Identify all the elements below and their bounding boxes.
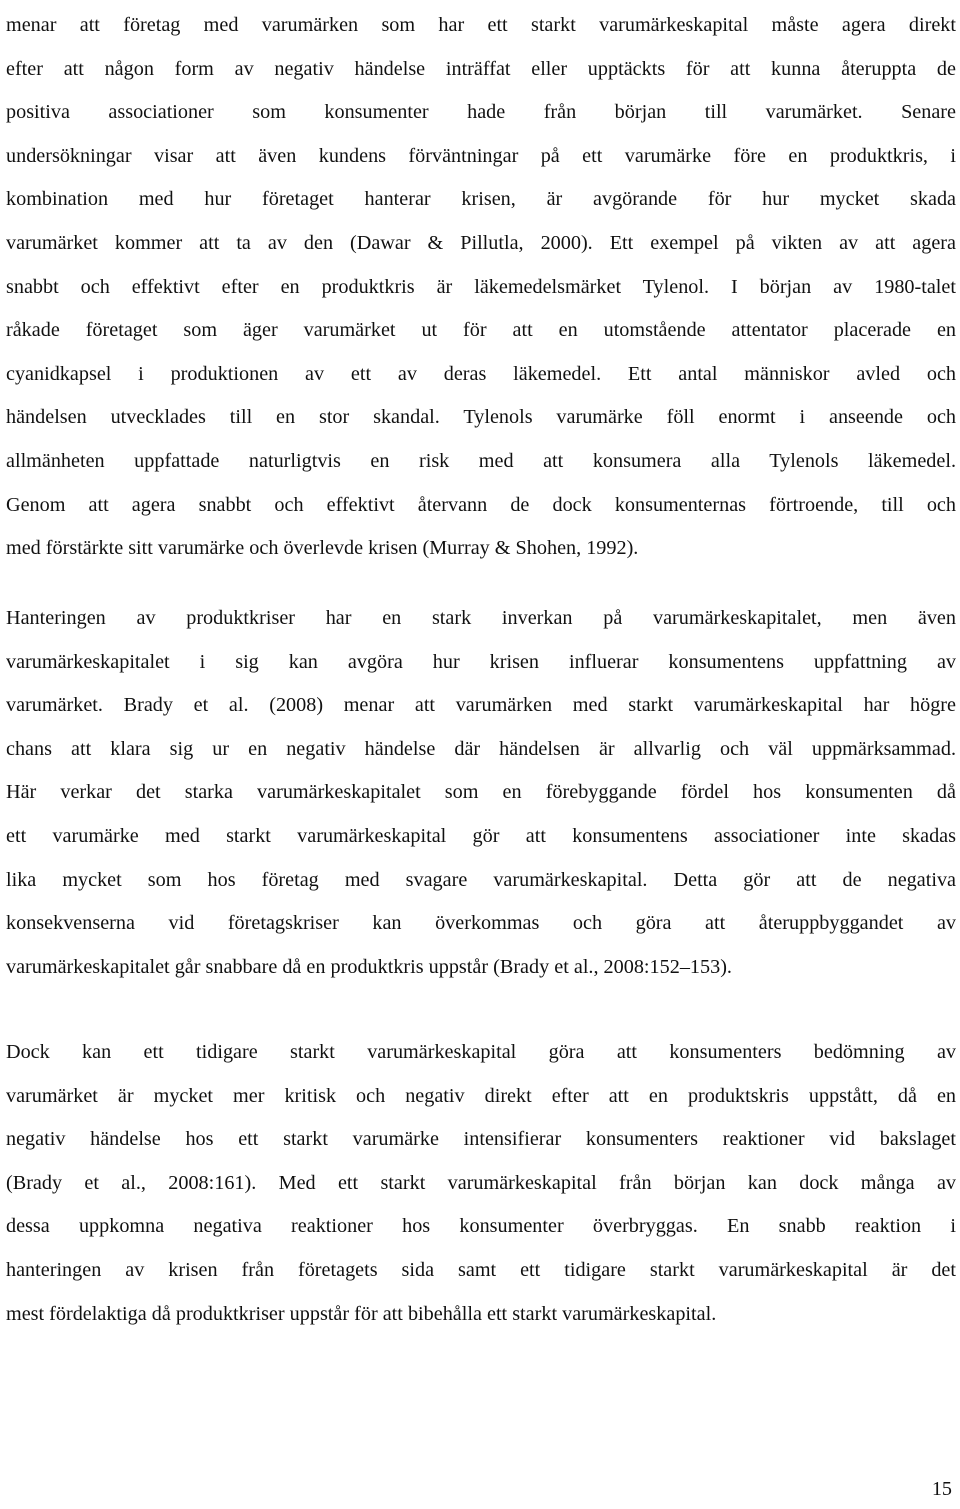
paragraph-line: negativ händelse hos ett starkt varumärke intensifierar konsumenters reaktioner vid bakslaget xyxy=(6,1128,956,1151)
paragraph-line: varumärket kommer att ta av den (Dawar & Pillutla, 2000). Ett exempel på vikten av att agera xyxy=(6,231,956,254)
paragraph-line: mest fördelaktiga då produktkriser uppstår för att bibehålla ett starkt varumärkeskapital. xyxy=(6,1302,717,1325)
paragraph-line: dessa uppkomna negativa reaktioner hos konsumenter överbryggas. En snabb reaktion i xyxy=(6,1215,956,1238)
paragraph-line: efter att någon form av negativ händelse inträffat eller upptäckts för att kunna återuppta de xyxy=(6,57,956,80)
paragraph-line: allmänheten uppfattade naturligtvis en risk med att konsumera alla Tylenols läkemedel. xyxy=(6,449,956,472)
paragraph-line: (Brady et al., 2008:161). Med ett starkt varumärkeskapital från början kan dock många av xyxy=(6,1171,956,1194)
paragraph-3 xyxy=(6,1031,956,1336)
paragraph-line: snabbt och effektivt efter en produktkris är läkemedelsmärket Tylenol. I början av 1980-talet xyxy=(6,275,956,298)
page-number: 15 xyxy=(931,1478,952,1500)
paragraph-line: med förstärkte sitt varumärke och överlevde krisen (Murray & Shohen, 1992). xyxy=(6,537,639,560)
paragraph-line: Här verkar det starka varumärkeskapitalet som en förebyggande fördel hos konsumenten då xyxy=(6,781,956,804)
paragraph-line: varumärket är mycket mer kritisk och negativ direkt efter att en produktskris uppstått, då en xyxy=(6,1084,956,1107)
paragraph-line: konsekvenserna vid företagskriser kan överkommas och göra att återuppbyggandet av xyxy=(6,912,956,935)
paragraph-2 xyxy=(6,597,956,989)
paragraph-line: Genom att agera snabbt och effektivt återvann de dock konsumenternas förtroende, till och xyxy=(6,493,956,516)
paragraph-line: chans att klara sig ur en negativ händelse där händelsen är allvarlig och väl uppmärksammad. xyxy=(6,737,956,760)
paragraph-line: Dock kan ett tidigare starkt varumärkeskapital göra att konsumenters bedömning av xyxy=(6,1041,956,1063)
paragraph-line: hanteringen av krisen från företagets sida samt ett tidigare starkt varumärkeskapital är det xyxy=(6,1258,956,1281)
paragraph-line: varumärket. Brady et al. (2008) menar att varumärken med starkt varumärkeskapital har högre xyxy=(6,694,956,717)
paragraph-line: cyanidkapsel i produktionen av ett av deras läkemedel. Ett antal människor avled och xyxy=(6,362,956,385)
paragraph-line: varumärkeskapitalet i sig kan avgöra hur krisen influerar konsumentens uppfattning av xyxy=(6,650,956,673)
paragraph-line: lika mycket som hos företag med svagare varumärkeskapital. Detta gör att de negativa xyxy=(6,868,956,891)
paragraph-line: råkade företaget som äger varumärket ut för att en utomstående attentator placerade en xyxy=(6,319,956,342)
paragraph-line: kombination med hur företaget hanterar krisen, är avgörande för hur mycket skada xyxy=(6,188,956,211)
paragraph-line: undersökningar visar att även kundens förväntningar på ett varumärke före en produktkris, i xyxy=(6,144,956,167)
paragraph-line: positiva associationer som konsumenter hade från början till varumärket. Senare xyxy=(6,101,956,124)
paragraph-line: menar att företag med varumärken som har ett starkt varumärkeskapital måste agera direkt xyxy=(6,14,956,36)
paragraph-line: ett varumärke med starkt varumärkeskapital gör att konsumentens associationer inte skadas xyxy=(6,824,956,847)
paragraph-line: händelsen utvecklades till en stor skandal. Tylenols varumärke föll enormt i anseende och xyxy=(6,406,956,429)
paragraph-line: Hanteringen av produktkriser har en stark inverkan på varumärkeskapitalet, men även xyxy=(6,607,956,629)
paragraph-1 xyxy=(6,4,956,571)
paragraph-line: varumärkeskapitalet går snabbare då en produktkris uppstår (Brady et al., 2008:152–153). xyxy=(6,955,732,978)
